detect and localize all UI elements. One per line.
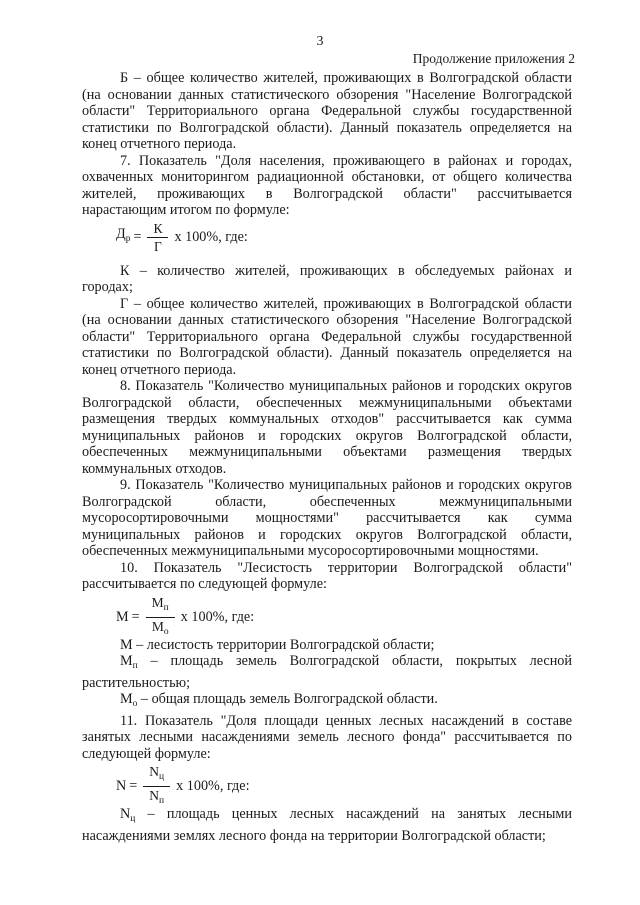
formula-m-tail: х 100%, где:: [180, 608, 255, 625]
formula-m-fraction: [146, 595, 175, 640]
paragraph-8: 8. Показатель "Количество муниципальных районов и городских округов Волгоградской области, обеспеченных межмуниципальными объектами размещения твердых коммунальных отходов" рассчитывается как сумма муниципальных районов и городских округов Волгоградской области, обеспеченных межмуниципальными объектами размещения твердых коммунальных отходов.: [82, 378, 572, 477]
paragraph-11: 11. Показатель "Доля площади ценных лесных насаждений в составе занятых лесными насаждениями земель лесного фонда" рассчитывается по следующей формуле:: [82, 712, 572, 762]
paragraph-mp-definition: $М_п$ – площадь земель Волгоградской области, покрытых лесной растительностью;: [82, 653, 572, 691]
formula-n: [82, 762, 572, 806]
page-number: 3: [316, 34, 324, 49]
paragraph-mo-definition: $М_о$ – общая площадь земель Волгоградской области.: [120, 691, 438, 709]
paragraph-b-definition: Б – общее количество жителей, проживающих в Волгоградской области (на основании данных статистического обзорения "Население Волгоградской области" Территориального органа Федеральной службы государственной статистики по Волгоградской области). Данный показатель определяется на конец отчетного периода.: [82, 70, 572, 152]
formula-n-lhs: N: [116, 778, 127, 795]
formula-n-tail: х 100%, где:: [176, 778, 250, 795]
formula-dr: [82, 219, 572, 263]
paragraph-k-definition: К – количество жителей, проживающих в обследуемых районах и городах;: [82, 262, 572, 295]
formula-m: [82, 593, 572, 637]
formula-dr-denominator: Г: [154, 238, 162, 254]
formula-m-numerator: $М_п$: [146, 595, 175, 618]
paragraph-10: 10. Показатель "Лесистость территории Волгоградской области" рассчитывается по следующей формуле:: [82, 559, 572, 592]
appendix-continuation-label: Продолжение приложения 2: [412, 51, 575, 66]
formula-n-denominator: $N_п$: [149, 788, 165, 806]
paragraph-g-definition: Г – общее количество жителей, проживающих в Волгоградской области (на основании данных статистического обзорения "Население Волгоградской области" Территориального органа Федеральной службы государственной статистики по Волгоградской области). Данный показатель определяется на конец отчетного периода.: [82, 295, 572, 378]
formula-dr-lhs: $Д_р$: [116, 226, 131, 245]
paragraph-9: 9. Показатель "Количество муниципальных районов и городских округов Волгоградской области, обеспеченных межмуниципальными мусоросортировочными мощностями" рассчитывается как сумма муниципальных районов и городских округов Волгоградской области, обеспеченных межмуниципальными мусоросортировочными мощностями.: [82, 477, 572, 559]
formula-dr-fraction: [147, 221, 168, 254]
paragraph-m-definition: М – лесистость территории Волгоградской области;: [120, 636, 435, 653]
formula-dr-numerator: К: [147, 221, 168, 238]
formula-n-equals: =: [129, 778, 138, 795]
formula-dr-equals: =: [133, 228, 142, 245]
formula-m-denominator: $М_о$: [151, 618, 169, 637]
paragraph-nc-definition: $N_ц$ – площадь ценных лесных насаждений на занятых лесными насаждениями землях лесного фонда на территории Волгоградской области;: [82, 806, 572, 844]
formula-n-fraction: [143, 764, 170, 809]
document-body: [82, 70, 572, 844]
formula-n-numerator: $N_ц$: [143, 764, 170, 787]
paragraph-7: 7. Показатель "Доля населения, проживающего в районах и городах, охваченных мониторингом радиационной обстановки, от общего количества жителей, проживающих в Волгоградской области" рассчитывается нарастающим итогом по формуле:: [82, 152, 572, 218]
formula-m-lhs: М: [116, 608, 129, 625]
formula-dr-tail: х 100%, где:: [174, 228, 248, 245]
formula-m-equals: =: [131, 608, 140, 625]
